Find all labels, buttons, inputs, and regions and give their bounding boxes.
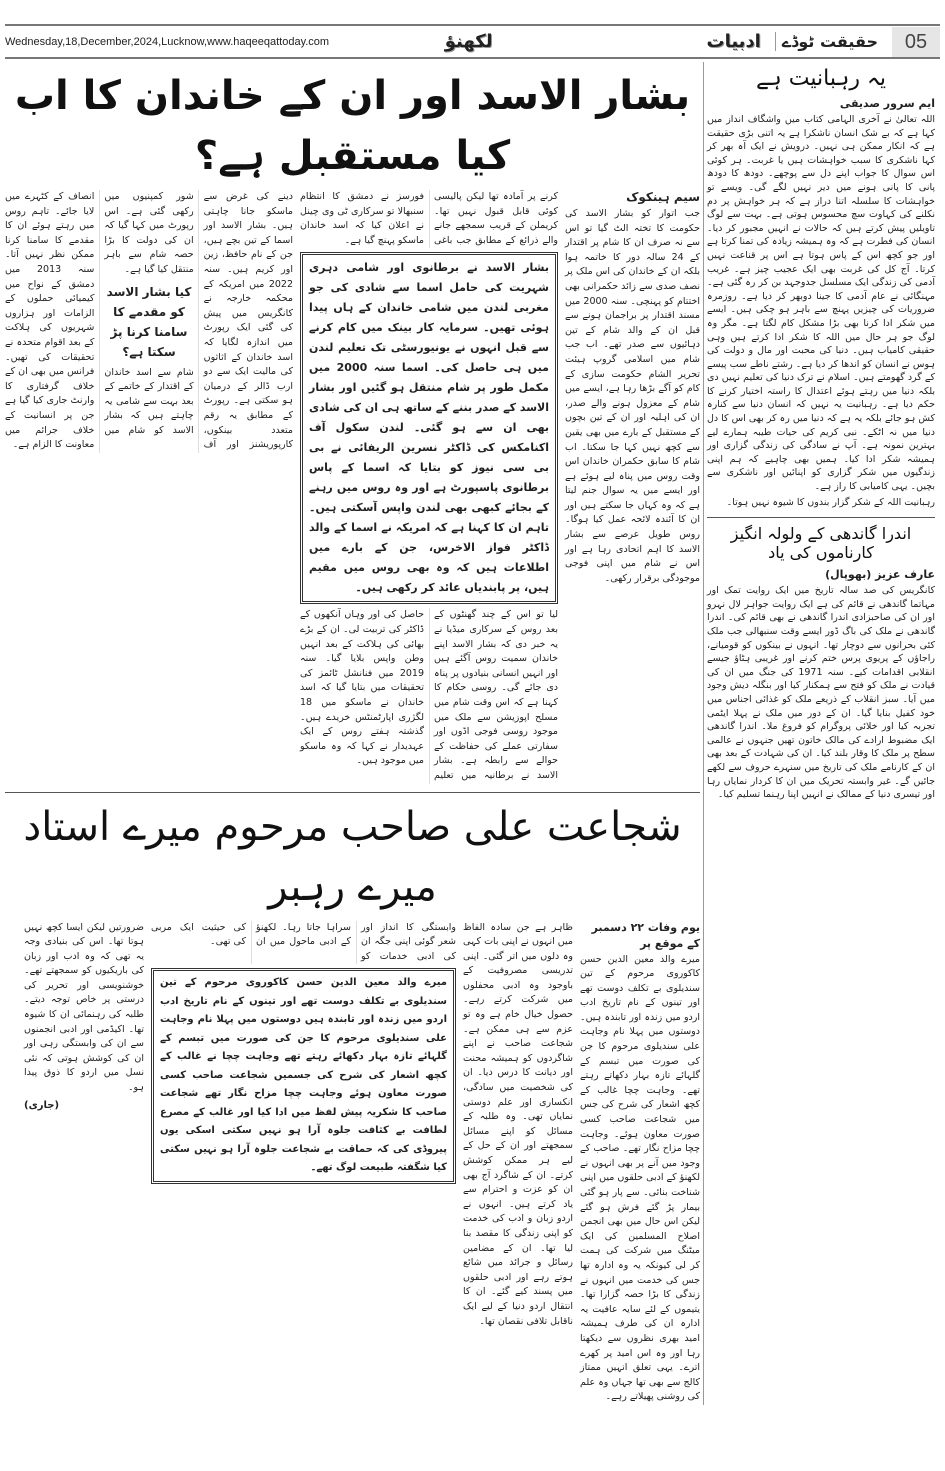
shujaat-col-middle — [151, 921, 456, 1188]
continued-label: (جاری) — [24, 1099, 60, 1111]
body-paragraph: اللہ تعالیٰ نے آخری الہامی کتاب میں واشگاف انداز میں کہا ہے کہ بے شک انسان ناشکرا ہے یہ اتنی بڑی حقیقت ہے کہ انکار ممکن ہی نہیں۔ درویش نے ایک آہ بھر کر کہا ناشکری کا سبب خواہشات ہیں یا غربت۔ ہر کوئی اس سوال کا جواب اپنے دل سے پوچھے۔ دودھ کا دودھ پانی کا پانی ہونے میں دیر نہیں لگے گی۔ ویسے تو خواہشات کا سلسلہ اتنا دراز ہے کہ ہر خواہش پر دم نکلنے کی کہاوت سچ محسوس ہوتی ہے۔ بہت سے لوگ تاویلیں پیش کرتے ہیں کہ حالات نے انہیں مجبور کر دیا۔ انسان کی فطرت ہے کہ وہ ہمیشہ زیادہ کی تمنا کرتا ہے اور جو کچھ اس کے پاس ہوتا ہے اس پر قناعت نہیں کرتا۔ آج کل کی غربت بھی ایک عجیب چیز ہے۔ غریب آدمی کی زندگی ایک مسلسل جدوجہد بن کر رہ گئی ہے۔ مہنگائی نے عام آدمی کا جینا دوبھر کر دیا ہے۔ روزمرہ ضروریات کی چیزیں پہنچ سے باہر ہو چکی ہیں۔ ایسے میں شکر ادا کرنا بھی بڑا مشکل کام لگتا ہے۔ مگر وہ لوگ جو ہر حال میں اللہ کا شکر ادا کرتے ہیں وہی حقیقی کامیاب ہیں۔ دنیا کی محبت اور مال و دولت کی ہوس نے انسان کو اندھا کر دیا ہے۔ رشتے ناطے سب پیسے کے گرد گھومتے ہیں۔ اسلام نے ترک دنیا کی تعلیم نہیں دی بلکہ دنیا میں رہتے ہوئے اعتدال کا راستہ اختیار کرنے کا حکم دیا ہے۔ رہبانیت یہ نہیں کہ انسان دنیا سے کنارہ کش ہو جائے بلکہ یہ ہے کہ دنیا میں رہ کر بھی اس کا دل دنیا میں نہ اٹکے۔ نبی کریم کی حیات طیبہ ہمارے لیے بہترین نمونہ ہے۔ آپ نے سادگی کی زندگی گزاری اور ہمیشہ شکر ادا کیا۔ ہمیں بھی چاہیے کہ ہم اپنی زندگیوں میں شکر گزاری کو اپنائیں اور ناشکری سے بچیں۔ یہی کامیابی کا راز ہے۔ — [707, 114, 935, 493]
article-body: ضرورتیں لیکن ایسا کچھ نہیں ہوتا تھا۔ اس کی بنیادی وجہ یہ تھی کہ وہ ادب اور زبان کی باریکیوں کو سمجھتے تھے۔ خوشنویسی اور تحریر کی درستی پر خاص توجہ دیتے۔ طلبہ کی رہنمائی ان کا شیوہ تھا۔ اکیڈمی اور ادبی انجمنوں سے ان کی وابستگی رہی اور ان کی کوشش ہوتی کہ نئی نسل میں اردو کا ذوق پیدا ہو۔ — [24, 921, 144, 1094]
body-paragraph: دینے کی غرض سے ماسکو جانا چاہتی ہیں۔ بشار الاسد اور اسما کے تین بچے ہیں، جن کے نام حافظ، زین اور کریم ہیں۔ سنہ 2022 میں امریکہ کے محکمہ خارجہ نے کانگریس میں پیش کی گئی ایک رپورٹ میں اندازہ لگایا کہ اسد خاندان کے اثاثوں کی مالیت ایک سے دو ارب ڈالر کے درمیان ہو سکتی ہے۔ رپورٹ کے مطابق یہ رقم متعدد بینکوں، کارپوریشنز اور آف شور کمپنیوں میں رکھی گئی ہے۔ اس رپورٹ میں کہا گیا کہ ان کی دولت کا بڑا حصہ شام سے باہر منتقل کیا گیا ہے۔ — [104, 191, 293, 451]
byline: ایم سرور صدیقی — [839, 97, 935, 110]
inline-subhead: کیا بشار الاسد کو مقدمے کا سامنا کرنا پڑ سکتا ہے؟ — [106, 284, 192, 359]
column-divider — [703, 62, 704, 1405]
article-headline: یہ رہبانیت ہے — [755, 66, 886, 91]
dateline: Wednesday,18,December,2024,Lucknow,www.haqeeqattoday.com — [5, 35, 330, 48]
bashar-body-left — [5, 190, 293, 453]
bashar-col-middle — [300, 190, 558, 784]
byline-occasion-2: کے موقع پر — [640, 936, 700, 950]
section-title: ادبیات — [706, 31, 761, 52]
right-column — [707, 62, 935, 802]
city-label: لکھنؤ — [444, 31, 493, 52]
main-headline: بشار الاسد اور ان کے خاندان کا اب کیا مستقبل ہے؟ — [14, 73, 691, 179]
byline-occasion: یوم وفات ۲۲ دسمبر — [591, 920, 700, 934]
article-headline: اندرا گاندھی کے ولولہ انگیز کارناموں کی یاد — [730, 524, 912, 563]
shujaat-col-2: ظاہر ہے جن سادہ الفاظ میں انہوں نے اپنی بات کہی وہ دلوں میں اتر گئی۔ اپنی تدریسی مصروفیت کے باوجود وہ ادبی محفلوں میں شرکت کرتے رہے۔ حصول خیال خام ہے وہ تو عزم سے ہی ممکن ہے۔ شجاعت صاحب نے اپنے شاگردوں کو ہمیشہ محنت اور دیانت کا درس دیا۔ ان کی شخصیت میں سادگی، انکساری اور علم دوستی نمایاں تھی۔ وہ طلبہ کے مسائل کو اپنے مسائل سمجھتے اور ان کے حل کے لیے ہر ممکن کوشش کرتے۔ ان کے شاگرد آج بھی ان کو عزت و احترام سے یاد کرتے ہیں۔ انہوں نے اردو زبان و ادب کی خدمت کو اپنی زندگی کا مقصد بنا لیا تھا۔ ان کے مضامین رسائل و جرائد میں شائع ہوتے رہے اور ادبی حلقوں میں پسند کیے گئے۔ ان کا انتقال اردو دنیا کے لیے ایک ناقابل تلافی نقصان تھا۔ — [463, 921, 573, 1327]
article-divider — [707, 517, 935, 518]
brand-logo: حقیقت ٹوڈے — [775, 32, 878, 51]
bashar-body-under-box: لیا تو اس کے چند گھنٹوں کے بعد روس کے سرکاری میڈیا نے یہ خبر دی کہ بشار الاسد اپنے خاندان سمیت روس آگئے ہیں اور انہیں انسانی بنیادوں پر پناہ دی جائے گی۔ روسی حکام کا کہنا ہے کہ اس وقت شام میں مسلح اپوزیشن سے ملک میں موجود روسی فوجی اڈوں اور سفارتی عملے کی حفاظت کے حوالے سے رابطہ ہے۔ بشار الاسد نے برطانیہ میں تعلیم حاصل کی اور وہاں آنکھوں کے ڈاکٹر کی تربیت لی۔ ان کے بڑے بھائی کی ہلاکت کے بعد انہیں وطن واپس بلایا گیا۔ سنہ 2019 میں فنانشل ٹائمز کی تحقیقات میں بتایا گیا کہ اسد خاندان نے ماسکو میں 18 لگژری اپارٹمنٹس خریدے ہیں۔ گذشتہ ہفتے روس کے ایک عہدیدار نے کہا کہ وہ ماسکو میں موجود ہیں۔ — [300, 609, 558, 781]
masthead — [5, 26, 940, 57]
bashar-article — [5, 190, 700, 784]
highlight-box: میرے والد معین الدین حسن کاکوروی مرحوم کے تین سندیلوی بے تکلف دوست تھے اور تینوں کے نام تاریخ ادب اردو میں زندہ اور تابندہ ہیں دوستوں میں پہلا نام وجاہت علی سندیلوی مرحوم کا جن کی صورت میں تبسم کے گلہائے تازہ بہار دکھائے رہتے تھے وجاہت چچا نے غالب کے کچھ اشعار کی شرح کی جسمیں شجاعت صاحب کسی صورت معاون ہوئے وجاہت چچا مزاح نگار تھے شجاعت صاحب کا شکریہ پیش لفظ میں ادا کیا اور غالب کے مصرع لطافت بے کثافت جلوہ آرا ہو نہیں سکتی اسکی یوں پیروڈی کی کہ حماقت بے شجاعت جلوہ آرا ہو نہیں سکتی کیا شگفتہ طبیعت لوگ تھے۔ — [151, 968, 456, 1184]
article-rahbaniyat — [707, 66, 935, 509]
article-body: جب اتوار کو بشار الاسد کی حکومت کا تختہ الٹ گیا تو اس سے نہ صرف ان کا شام پر اقتدار کے 24 سالہ دور کا خاتمہ ہوا بلکہ ان کے خاندان کی اس ملک پر نصف صدی سے زائد حکمرانی بھی اختتام کو پہنچی۔ سنہ 2000 میں مسند اقتدار پر براجمان ہونے سے قبل ان کے والد شام کے تین دہائیوں سے صدر تھے۔ اب جب شام میں اسلامی گروپ ہیئت تحریر الشام حکومت سازی کے کام کو آگے بڑھا رہا ہے، ایسے میں شام کے معزول ہونے والے صدر، ان کی اہلیہ اور ان کے تین بچوں کے مستقبل کے بارے میں بھی یقین سے کچھ نہیں کہا جا سکتا۔ اب شام کا سابق حکمران خاندان اس وقت روس میں پناہ لیے ہوئے ہے اور ایسے میں یہ سوال جنم لیتا ہے کہ وہ کہاں جا سکتے ہیں اور ان کا آئندہ لائحہ عمل کیا ہوگا۔ روس طویل عرصے سے بشار الاسد کا اہم اتحادی رہا ہے اور اس نے شام میں اپنی فوجی موجودگی برقرار رکھی۔ — [565, 208, 701, 584]
bashar-body-top: کرنے پر آمادہ تھا لیکن پالیسی کوئی قابل قبول نہیں تھا۔ کریملن کے قریب سمجھے جانے والے ذرائع کے مطابق جب باغی فورسز نے دمشق کا انتظام سنبھالا تو سرکاری ٹی وی چینل نے اعلان کیا کہ اسد خاندان ماسکو پہنچ گیا ہے۔ — [300, 191, 558, 246]
shujaat-article — [5, 921, 700, 1405]
article-body: میرے والد معین الدین حسن کاکوروی مرحوم کے تین سندیلوی بے تکلف دوست تھے اور تینوں کے نام تاریخ ادب اردو میں زندہ اور تابندہ ہیں۔ دوستوں میں پہلا نام وجاہت علی سندیلوی مرحوم کا جن کی صورت میں تبسم کے گلہائے تازہ بہار دکھاتے رہتے تھے۔ وجاہت چچا غالب کے کچھ اشعار کی شرح کی جس میں شجاعت صاحب کسی صورت معاون ہوئے۔ وجاہت چچا مزاح نگار تھے۔ صاحب کے وجود میں آنے پر بھی انہوں نے لکھنؤ کے ادبی حلقوں میں اپنی شناخت بنائی۔ سے پار ہو گئی بیمار پڑ گئے فرش ہو گئے لیکن اس حال میں بھی انجمن اصلاح المسلمین کی ایک میٹنگ میں شرکت کی ہمت کر لی کیونکہ یہ وہ ادارہ تھا جس کی خدمت میں انہوں نے زندگی کا بڑا حصہ گزارا تھا۔ یتیموں کے لئے سایہ عافیت یہ ادارہ ان کی طرف ہمیشہ امید بھری نظروں سے دیکھتا رہا اور وہ اس امید پر کھرے اترے۔ یہی تعلق انہیں ممتاز کالج سے بھی تھا جہاں وہ علم کی روشنی پھیلاتے رہے۔ — [580, 953, 700, 1403]
article-body — [707, 113, 935, 509]
shujaat-col-right — [580, 921, 700, 1405]
left-area — [5, 62, 700, 1405]
highlight-box: بشار الاسد نے برطانوی اور شامی دہری شہریت کی حامل اسما سے شادی کی جو مغربی لندن میں شامی خاندان کے ہاں پیدا ہوئی تھیں۔ سرمایہ کار بینک میں کام کرنے سے قبل انہوں نے یونیورسٹی تک تعلیم لندن میں ہی حاصل کی۔ اسما سنہ 2000 میں مکمل طور پر شام منتقل ہو گئیں اور بشار الاسد کے صدر بننے کے ساتھ ہی ان کی شادی بھی ان سے ہو گئی۔ لندن سکول آف اکنامکس کی ڈاکٹر نسرین الریفائی نے بی بی سی نیوز کو بتایا کہ اسما کے پاس برطانوی پاسپورٹ ہے اور وہ روس میں رہنے کے بجائے کبھی بھی لندن واپس آسکتی ہیں۔ تاہم ان کا کہنا ہے کہ امریکہ نے اسما کے والد ڈاکٹر فواز الاخرس، جن کے بارے میں اطلاعات ہیں کہ وہ بھی روس میں مقیم ہیں، پر پابندیاں عائد کر رکھی ہیں۔ — [300, 252, 558, 604]
bashar-col-right — [565, 190, 700, 586]
article-body: کانگریس کی صد سالہ تاریخ میں ایک روایت تمک اور مہاتما گاندھی نے قائم کی ہے ایک روایت جواہر لال نہرو اور ان کی صاحبزادی اندرا گاندھی نے بھی قائم کی۔ اندرا گاندھی نے ملک کی باگ ڈور ایسے وقت سنبھالی جب ملک کئی بحرانوں سے دوچار تھا۔ انہوں نے بینکوں کو قومیانے، راجاؤں کے پریوی پرس ختم کرنے اور غریبی ہٹاؤ جیسے انقلابی اقدامات کیے۔ سنہ 1971 کی جنگ میں ان کی قیادت نے ملک کو فتح سے ہمکنار کیا اور بنگلہ دیش وجود میں آیا۔ سبز انقلاب کے ذریعے ملک کو غذائی اجناس میں خود کفیل بنایا گیا۔ ان کے دور میں ملک نے پہلا ایٹمی تجربہ کیا اور خلائی پروگرام کو فروغ ملا۔ اندرا گاندھی ایک مضبوط ارادے کی مالک خاتون تھیں جنہوں نے عالمی سطح پر ملک کا وقار بلند کیا۔ ان کی شہادت کے بعد بھی ان کے کارنامے ملک کی تاریخ میں سنہرے حروف سے لکھے جائیں گے۔ غیر وابستہ تحریک میں ان کا کردار نمایاں رہا اور تیسری دنیا کے ممالک نے انہیں اپنا رہنما تسلیم کیا۔ — [707, 585, 935, 801]
shujaat-body-top: وابستگی کا انداز اور شعر گوئی اپنی جگہ ان کی ادبی خدمات کو سراہا جاتا رہا۔ لکھنؤ کے ادبی ماحول میں ان کی حیثیت ایک مربی کی تھی۔ — [151, 921, 456, 962]
shujaat-col-left — [24, 921, 144, 1111]
byline: سیم ہینکوک — [626, 190, 700, 204]
page-body — [5, 62, 940, 1405]
header-bottom-rule — [5, 57, 940, 59]
body-paragraph: شام سے اسد خاندان کے اقتدار کے خاتمے کے بعد بہت سے شامی یہ چاہتے ہیں کہ بشار الاسد کو شام میں انصاف کے کٹہرے میں لایا جائے۔ تاہم روس میں رہتے ہوئے ان کا مقدمے کا سامنا کرنا ممکن نظر نہیں آتا۔ سنہ 2013 میں دمشق کے نواح میں کیمیائی حملوں کے الزامات اور ہزاروں شہریوں کی ہلاکت کے بعد اقوام متحدہ نے تحقیقات کی تھیں۔ فرانس میں بھی ان کے خلاف گرفتاری کا وارنٹ جاری کیا گیا ہے جن پر انسانیت کے خلاف جرائم میں معاونت کا الزام ہے۔ — [5, 191, 194, 451]
page-number: 05 — [892, 27, 940, 57]
section-divider — [5, 792, 700, 793]
byline: عارف عزیز (بھوپال) — [825, 568, 935, 582]
article-indira — [707, 524, 935, 802]
second-headline: شجاعت علی صاحب مرحوم میرے استاد میرے رہبر — [23, 803, 682, 910]
closing-line: رہبانیت اللہ کے شکر گزار بندوں کا شیوہ نہیں ہوتا۔ — [726, 496, 935, 508]
